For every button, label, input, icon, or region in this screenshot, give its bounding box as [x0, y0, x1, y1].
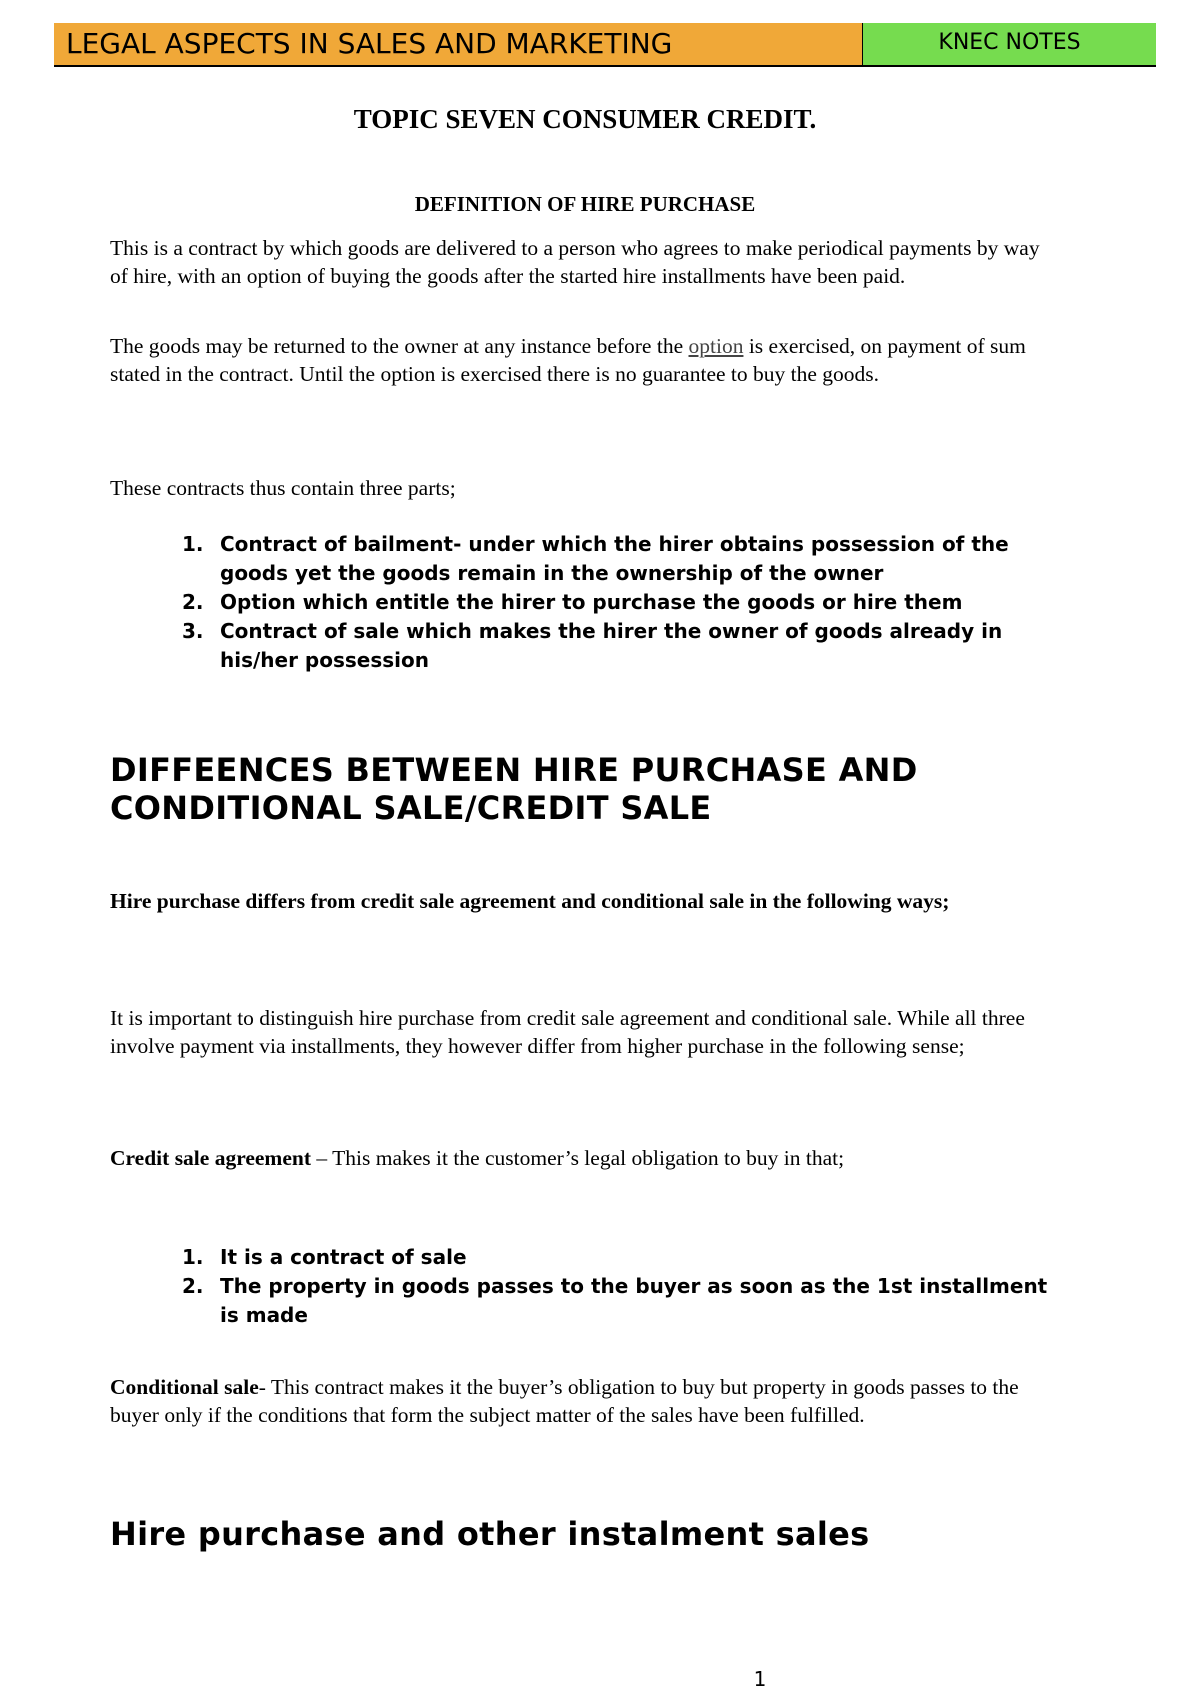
- topic-title: TOPIC SEVEN CONSUMER CREDIT.: [353, 104, 817, 134]
- credit-sale-term: Credit sale agreement: [110, 1146, 312, 1170]
- list-item-number: 3.: [182, 619, 204, 643]
- document-header: [54, 23, 1156, 67]
- option-paragraph-end: is exercised, on payment of sum stated in the contract. Until the option is exercised there is no guarantee to buy the goods.: [110, 334, 1026, 386]
- list-item-text: The property in goods passes to the buyer as soon as the 1st installment is made: [220, 1274, 1048, 1327]
- credit-sale-definition: – This makes it the customer’s legal obligation to buy in that;: [311, 1146, 845, 1170]
- list-item: [182, 617, 1062, 675]
- conditional-sale-term: Conditional sale: [110, 1375, 259, 1399]
- list-item-text: It is a contract of sale: [220, 1245, 467, 1269]
- list-item-number: 1.: [182, 532, 204, 556]
- differences-heading: DIFFEENCES BETWEEN HIRE PURCHASE AND CONDITIONAL SALE/CREDIT SALE: [110, 751, 918, 827]
- conditional-sale-paragraph: [110, 1373, 1060, 1429]
- list-item-number: 1.: [182, 1245, 204, 1269]
- list-item-number: 2.: [182, 590, 204, 614]
- list-item: [182, 1272, 1062, 1330]
- differences-intro: Hire purchase differs from credit sale agreement and conditional sale in the following ways;: [110, 889, 950, 913]
- definition-heading: DEFINITION OF HIRE PURCHASE: [414, 192, 756, 216]
- list-item-text: Contract of bailment- under which the hirer obtains possession of the goods yet the goods remain in the ownership of the owner: [220, 532, 1009, 585]
- list-item: [182, 530, 1062, 588]
- credit-sale-points: [182, 1243, 1062, 1330]
- knec-notes-badge: KNEC NOTES: [863, 23, 1156, 65]
- contract-parts-intro: These contracts thus contain three parts;: [110, 476, 456, 500]
- course-title: LEGAL ASPECTS IN SALES AND MARKETING: [54, 23, 863, 65]
- list-item-text: Option which entitle the hirer to purchase the goods or hire them: [220, 590, 963, 614]
- page-number: 1: [753, 1667, 767, 1691]
- list-item: [182, 588, 1062, 617]
- distinguish-paragraph: It is important to distinguish hire purchase from credit sale agreement and conditional sale. While all three involve payment via installments, they however differ from higher purchase in the following sense;: [110, 1006, 1025, 1058]
- option-paragraph-start: The goods may be returned to the owner at any instance before the: [110, 334, 689, 358]
- instalment-sales-heading: Hire purchase and other instalment sales: [110, 1515, 870, 1553]
- option-link[interactable]: option: [688, 334, 744, 358]
- list-item: [182, 1243, 1062, 1272]
- list-item-number: 2.: [182, 1274, 204, 1298]
- list-item-text: Contract of sale which makes the hirer the owner of goods already in his/her possession: [220, 619, 1003, 672]
- credit-sale-paragraph: [110, 1144, 1060, 1172]
- contract-parts-list: [182, 530, 1062, 675]
- option-paragraph: [110, 332, 1060, 388]
- definition-paragraph: This is a contract by which goods are delivered to a person who agrees to make periodical payments by way of hire, with an option of buying the goods after the started hire installments have been paid.: [110, 236, 1040, 288]
- conditional-sale-definition: - This contract makes it the buyer’s obligation to buy but property in goods passes to the buyer only if the conditions that form the subject matter of the sales have been fulfilled.: [110, 1375, 1019, 1427]
